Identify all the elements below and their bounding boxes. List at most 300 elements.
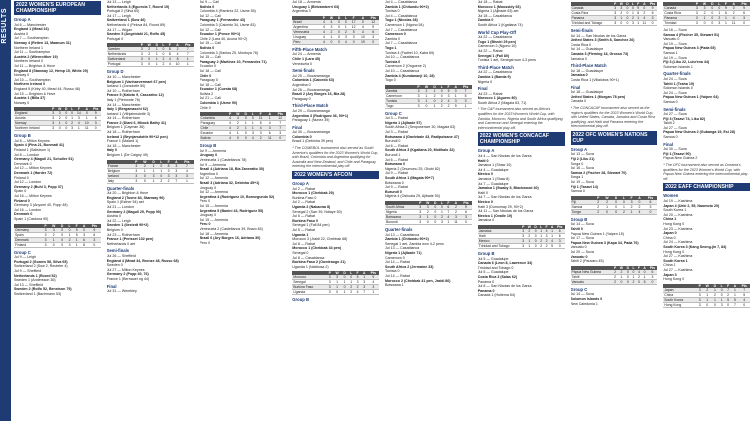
standings-header-cell: P <box>594 196 602 200</box>
stat-cell: 1 <box>700 16 708 21</box>
stat-cell: 6 <box>367 29 379 34</box>
stat-cell: 2 <box>620 209 628 214</box>
stat-cell: 19 <box>358 39 367 44</box>
stat-cell: 1 <box>526 238 533 243</box>
stat-cell: 1 <box>445 219 451 224</box>
team-name-cell: Samoa <box>571 204 595 209</box>
stat-cell: 3 <box>333 275 341 280</box>
standings-table <box>571 266 658 285</box>
stat-cell: 3 <box>172 164 180 169</box>
stat-cell: 9 <box>367 24 379 29</box>
match-info-line: Peru 0 <box>199 240 211 245</box>
stat-cell: 3 <box>361 285 368 290</box>
match-result-line: Nigeria 1 (Ajibade 71) <box>385 250 422 255</box>
stat-cell: 1 <box>234 131 243 136</box>
match-info-line: Vanuatu 0 <box>570 245 587 250</box>
stat-cell: 0 <box>145 57 153 62</box>
match-info-line: Costa Rica 1 (Villalobos 90+1) <box>570 77 619 82</box>
group-heading: Final <box>663 141 674 147</box>
stat-cell: 0 <box>88 242 101 247</box>
stat-cell: 0 <box>648 279 658 284</box>
match-result-line: Denmark 1 (Harder 72) <box>14 171 53 176</box>
match-info-line: Sweden 1 (Andersson 36) <box>14 278 56 283</box>
standings-header-cell: P <box>522 224 525 229</box>
stat-cell: 2 <box>145 52 153 57</box>
stat-cell: 0 <box>63 116 69 121</box>
stat-cell: 3 <box>52 126 55 131</box>
team-name-cell: Fiji <box>571 200 595 205</box>
team-name-cell: Tunisia <box>385 98 415 103</box>
stat-cell: 6 <box>738 11 750 16</box>
team-name-cell: Denmark <box>14 237 42 242</box>
stat-cell: 2 <box>327 29 335 34</box>
stat-cell: 3 <box>326 285 333 290</box>
stat-cell: 2 <box>628 204 636 209</box>
match-result-line: Canada 3 (Fleming 18, Grosso 73) <box>570 51 629 56</box>
match-info-line: Jul 18 — Rabat <box>477 0 503 4</box>
stat-cell: 12 <box>274 116 286 121</box>
stat-cell: 4 <box>358 29 367 34</box>
stat-cell: 3 <box>75 116 83 121</box>
match-info-line: Jul 14 — Rotherham <box>106 116 140 121</box>
match-result-line: Austria 2 (Wienroither 19) <box>14 54 58 59</box>
standings-header-cell: D <box>626 265 630 270</box>
team-name-cell: Haiti <box>478 233 521 238</box>
stat-cell: 3 <box>700 6 708 11</box>
group-heading: Group C <box>385 110 402 116</box>
standings-header-cell: W <box>49 224 58 228</box>
standings-header-cell: L <box>158 160 165 164</box>
match-result-line: Samoa 4 (Fischer 35, Stewart 51) <box>663 32 720 37</box>
standings-header-cell: W <box>619 265 623 270</box>
match-info-line: Nigeria 4 (Oshoala 29, Ajibade 50) <box>385 194 440 199</box>
match-info-line: Jul 14 — Rabat <box>385 273 410 278</box>
match-info-line: Belgium 1 (De Caigny 49) <box>106 153 148 158</box>
team-name-cell: Peru <box>292 39 320 44</box>
stat-cell: 1 <box>628 209 636 214</box>
tournament-header: 2022 WOMEN'S EUROPEAN CHAMPIONSHIP <box>14 1 101 15</box>
match-result-line: Chile 1 (Lara 45) <box>292 56 321 61</box>
match-result-line: Mexico 1 (Ovalle 19) <box>477 213 513 218</box>
match-result-line: Argentina 3 (Rodriguez 36, 90+1) <box>292 113 349 118</box>
stat-cell: 2 <box>348 290 354 295</box>
match-info-line: Portugal 2 (Silva 60) <box>106 9 140 14</box>
standings-row <box>107 62 194 67</box>
match-result-line: Denmark 0 <box>14 212 33 217</box>
standings-header-cell: D <box>626 2 629 6</box>
standings-table <box>663 2 750 26</box>
stat-cell: 1 <box>343 24 349 29</box>
standings-header-cell: A <box>729 2 738 6</box>
standings-header-cell: A <box>83 107 91 111</box>
standings-row <box>571 209 658 214</box>
standings-header-cell: P <box>52 107 55 112</box>
team-name-cell: Venezuela <box>292 29 320 34</box>
match-result-line: Colombia 0 <box>292 134 312 139</box>
stat-cell: 2 <box>545 243 548 248</box>
match-result-line: England 8 (Stanway 12, Hemp 15, White 29) <box>14 68 88 73</box>
stat-cell: 4 <box>321 20 328 25</box>
team-name-cell: Burkina Faso <box>292 285 326 290</box>
stat-cell: 3 <box>327 24 335 29</box>
standings-header-cell: D <box>534 224 537 229</box>
match-info-line: Jul 13 — Sheffield <box>14 282 44 287</box>
match-info-line: Jul 23 — Rotherham <box>106 232 140 237</box>
standings-table <box>385 201 472 225</box>
stat-cell: 9 <box>452 103 459 108</box>
match-info-line: Northern Ireland 1 <box>14 45 43 50</box>
standings-row <box>200 136 287 141</box>
match-info-line: Tunisia 1 aet, Senegal won 4-3 pens <box>477 58 536 63</box>
match-result-line: Burkina Faso 0 <box>292 218 319 223</box>
stat-cell: 1 <box>182 62 193 67</box>
standings-header-cell: Pts <box>274 112 286 116</box>
stat-cell: 4 <box>227 116 234 121</box>
stat-cell: 3 <box>42 242 49 247</box>
match-info-line: Jul 22 — Casablanca <box>477 70 512 75</box>
standings-table <box>107 43 194 67</box>
match-info-line: Jul 22 — Leigh <box>106 218 131 223</box>
stat-cell: 0 <box>58 232 66 237</box>
team-name-cell: Norway <box>14 121 50 126</box>
match-info-line: Jul 8 — Rabat <box>292 241 316 246</box>
stat-cell: 3 <box>618 6 625 11</box>
match-result-line: Burkina Faso 2 (Ouedraogo 21) <box>292 260 346 265</box>
standings-row <box>292 39 379 44</box>
stat-cell: 0 <box>452 89 459 94</box>
stat-cell: 0 <box>431 98 438 103</box>
standings-header-cell: W <box>424 201 432 205</box>
stat-cell: 3 <box>522 233 525 238</box>
match-info-line: Jul 13 — Suva <box>570 152 594 157</box>
match-info-line: Samoa 0 <box>570 189 585 194</box>
match-info-line: Venezuela 2 (Castellanos 39, Bravo 84) <box>199 226 263 231</box>
stat-cell: 3 <box>452 98 459 103</box>
match-result-line: Chile 0 <box>199 73 212 78</box>
standings-header-cell: P <box>42 224 49 228</box>
stat-cell: 0 <box>635 200 643 205</box>
stat-cell: 2 <box>424 209 432 214</box>
match-info-line: Jul 18 — Guadalupe <box>570 68 604 73</box>
stat-cell: 3 <box>172 168 180 173</box>
match-result-line: Uganda 1 <box>292 232 309 237</box>
stat-cell: 3 <box>132 164 140 169</box>
stat-cell: 3 <box>555 238 565 243</box>
stat-cell: 0 <box>711 302 718 307</box>
stat-cell: 1 <box>333 285 341 290</box>
stat-cell: 4 <box>256 126 265 131</box>
match-info-line: Tonga 0 <box>570 161 584 166</box>
stat-cell: 1 <box>153 57 160 62</box>
stat-cell: 0 <box>432 214 439 219</box>
match-info-line: Panama 0 <box>477 279 495 284</box>
team-name-cell: Burundi <box>385 219 417 224</box>
group-heading: Semi-finals <box>663 106 686 112</box>
stat-cell: 0 <box>648 21 657 26</box>
stat-cell: 1 <box>83 116 91 121</box>
match-info-line: Jul 14 — Rabat <box>385 260 410 265</box>
group-heading: Semi-finals <box>106 248 130 254</box>
match-result-line: Morocco 1 (Chebbak 29) <box>292 191 334 196</box>
match-result-line: Japan 4 (Ueki 2, 55, Naomoto 20) <box>663 203 720 208</box>
match-info-line: Samoa 1 <box>663 50 678 55</box>
team-name-cell: Senegal <box>292 280 326 285</box>
stat-cell: 5 <box>354 275 360 280</box>
stat-cell: 3 <box>452 214 461 219</box>
stat-cell: 0 <box>242 116 249 121</box>
standings-row <box>663 21 750 26</box>
stat-cell: 0 <box>709 11 716 16</box>
stat-cell: 1 <box>75 126 83 131</box>
match-info-line: Jul 24 — Suva <box>663 90 687 95</box>
stat-cell: 3 <box>415 103 422 108</box>
stat-cell: 3 <box>91 121 101 126</box>
match-info-line: Jul 16 — Milton Keynes <box>14 194 52 198</box>
group-heading: Quarter-finals <box>106 185 135 191</box>
stat-cell: 8 <box>167 47 173 52</box>
stat-cell: 3 <box>718 302 724 307</box>
match-info-line: Jul 5 — Rabat <box>292 214 316 219</box>
match-result-line: Brazil 2 (Ary Borges 16, Bia 28) <box>292 92 346 97</box>
stat-cell: 0 <box>432 205 439 210</box>
stat-cell: 1 <box>431 89 438 94</box>
match-info-line: Cameroon 1 (Ngono 54) <box>385 22 424 27</box>
standings-row <box>571 279 658 284</box>
standings-header-cell: L <box>160 43 166 47</box>
match-result-line: Jamaica 1 (Swaby 5, Blackwood 40) <box>477 186 539 191</box>
stat-cell: 2 <box>234 126 243 131</box>
match-result-line: England 1 (Mead 16) <box>14 27 49 32</box>
stat-cell: 2 <box>594 204 602 209</box>
stat-cell: 11 <box>256 116 265 121</box>
standings-header-cell: A <box>173 43 182 47</box>
team-name-cell: Argentina <box>292 24 320 29</box>
match-info-line: Jul 14 — Manchester <box>106 102 141 107</box>
stat-cell: 3 <box>417 209 424 214</box>
standings-table <box>14 224 101 248</box>
stat-cell: 7 <box>725 288 731 293</box>
stat-cell: 3 <box>354 280 360 285</box>
standings-header-cell: W <box>234 112 243 116</box>
group-heading: Group B <box>14 133 31 139</box>
standings-header-cell: L <box>438 85 445 89</box>
stat-cell: 0 <box>738 21 750 26</box>
match-info-line: Argentina 0 <box>199 171 218 176</box>
stat-cell: 2 <box>540 238 543 243</box>
match-info-line: Jul 2 — Rabat <box>292 200 316 205</box>
stat-cell: 0 <box>716 6 723 11</box>
stat-cell: 1 <box>452 93 459 98</box>
stat-cell: 1 <box>422 98 431 103</box>
stat-cell: 1 <box>711 288 718 293</box>
stat-cell: 3 <box>165 173 172 178</box>
match-info-line: Jul 4 — Guadalupe <box>477 167 509 172</box>
match-result-line: Iceland 1 (Brynjarsdottir 90+12 pen) <box>106 134 168 139</box>
stat-cell: 5 <box>73 232 80 237</box>
match-info-line: Tonga 1 <box>570 175 584 180</box>
stat-cell: 2 <box>438 103 445 108</box>
match-info-line: Samoa 0 <box>663 135 678 140</box>
stat-cell: 0 <box>341 285 348 290</box>
team-name-cell: Austria <box>14 116 50 121</box>
stat-cell: 2 <box>594 209 602 214</box>
stat-cell: 0 <box>625 274 631 279</box>
match-result-line: Zambia 0 <box>477 18 494 23</box>
stat-cell: 4 <box>327 20 335 25</box>
match-result-line: China 1 <box>663 217 677 222</box>
stat-cell: 2 <box>545 238 548 243</box>
match-result-line: Paraguay 2 (Martinez 10, Fernandez 71) <box>199 59 267 64</box>
stat-cell: 2 <box>594 200 602 205</box>
stat-cell: 0 <box>234 136 243 141</box>
standings-header-cell: F <box>545 224 548 229</box>
stat-cell: 3 <box>274 131 286 136</box>
match-info-line: Jul 10 — Rotherham <box>106 88 140 93</box>
stat-cell: 3 <box>49 228 58 233</box>
team-name-cell: Japan <box>663 288 696 293</box>
match-result-line: Switzerland 1 (Sow 46) <box>106 18 146 23</box>
stat-cell: 0 <box>58 237 66 242</box>
stat-cell: 2 <box>540 243 543 248</box>
team-name-cell: South Africa <box>385 205 417 210</box>
stat-cell: 3 <box>545 233 548 238</box>
stat-cell: 8 <box>167 52 173 57</box>
standings-header-cell: A <box>641 2 648 6</box>
stat-cell: 4 <box>227 121 234 126</box>
match-info-line: Spain 1 (Esther 54) aet <box>106 200 144 205</box>
stat-cell: 6 <box>648 11 657 16</box>
match-info-line: Jul 15 — Armenia <box>199 203 228 208</box>
match-info-line: Vanuatu 0 <box>663 37 680 42</box>
match-result-line: Paraguay 1 (Fernandez 43) <box>199 18 246 23</box>
stat-cell: 2 <box>614 279 617 284</box>
match-info-line: Morocco 3 (Jraidi 22, Chebbak 68) <box>292 237 348 242</box>
stat-cell: 1 <box>723 21 730 26</box>
stat-cell: 0 <box>336 29 343 34</box>
stat-cell: 9 <box>91 111 101 116</box>
stat-cell: 2 <box>526 229 533 234</box>
stat-cell: 1 <box>731 292 738 297</box>
standings-header-cell: L <box>249 112 256 116</box>
match-info-line: France 1 (Malard 1) <box>106 139 139 144</box>
standings-header-cell: Pts <box>644 196 658 200</box>
stat-cell: 4 <box>167 57 173 62</box>
stat-cell: 8 <box>173 57 182 62</box>
stat-cell: 1 <box>431 103 438 108</box>
match-info-line: Jul 18 — Manchester <box>106 143 141 148</box>
standings-header-cell: Pts <box>648 266 658 270</box>
match-info-line: Chile 0 <box>199 105 211 110</box>
standings-header-cell: D <box>65 107 68 112</box>
standings-header-cell: F <box>628 196 636 200</box>
stat-cell: 0 <box>140 178 149 183</box>
match-info-line: Jul 15 — Armenia <box>199 217 228 222</box>
match-info-line: Netherlands 0 aet <box>106 241 136 246</box>
standings-table <box>663 284 750 308</box>
match-info-line: Jamaica 1 (Shaw 8) <box>477 177 510 181</box>
team-name-cell: Tonga <box>571 209 595 214</box>
match-info-line: Jul 31 — Wembley <box>106 289 137 294</box>
match-result-line: United States 3 (Smith 8, Sanchez 26) <box>570 38 635 43</box>
stat-cell: 0 <box>626 6 629 10</box>
match-result-line: Bolivia 0 <box>199 45 215 50</box>
match-result-line: Argentina 5 (Banini 43, Rodriguez 55) <box>199 208 264 213</box>
stat-cell: 0 <box>438 93 445 98</box>
stat-cell: 0 <box>637 279 640 284</box>
match-info-line: Jul 19 — Suva <box>663 41 687 46</box>
standings-row <box>292 290 379 295</box>
stat-cell: 3 <box>631 21 634 25</box>
stat-cell: 2 <box>526 233 533 238</box>
stat-cell: 3 <box>71 126 74 131</box>
stat-cell: 1 <box>73 242 80 247</box>
match-info-line: Jul 5 — Guadalupe <box>477 256 509 261</box>
match-info-line: Jul 19 — Suva <box>663 55 687 60</box>
match-info-line: Jul 9 — Cali <box>199 0 219 4</box>
standings-header-cell: F <box>75 107 83 111</box>
stat-cell: 9 <box>88 228 101 233</box>
match-info-line: Jul 15 — Brighton & Hove <box>14 91 56 96</box>
match-result-line: Germany 4 (Magull 21, Schuller 51) <box>14 157 74 162</box>
stat-cell: 1 <box>526 243 533 248</box>
match-info-line: Jul 14 — Suva <box>570 292 594 297</box>
stat-cell: 2 <box>711 292 718 297</box>
stat-cell: 1 <box>150 178 158 183</box>
stat-cell: 3 <box>696 292 703 297</box>
match-info-line: Botswana 0 <box>385 180 404 185</box>
match-result-line: Fiji 3 (Tasavi 74, Liku 82) <box>663 116 706 121</box>
stat-cell: 5 <box>731 297 738 302</box>
match-info-line: Jul 7 — Casablanca <box>385 27 418 32</box>
match-info-line: Jul 12 — Milton Keynes <box>14 166 52 171</box>
stat-cell: 2 <box>445 103 452 108</box>
stat-cell: 3 <box>326 280 333 285</box>
stat-cell: 3 <box>326 290 333 295</box>
stat-cell: 1 <box>348 280 354 285</box>
stat-cell: 1 <box>158 168 165 173</box>
match-info-line: Togo 0 <box>385 78 396 83</box>
match-result-line: Costa Rica 3 (Salas 62) <box>477 274 518 279</box>
stat-cell: 7 <box>182 47 193 52</box>
match-info-line: Jul 10 — Manchester <box>106 74 141 79</box>
stat-cell: 3 <box>265 126 274 131</box>
match-info-line: Jul 5 — Guadalupe <box>477 270 509 275</box>
match-info-line: Jul 18 — Guadalupe <box>570 90 604 95</box>
stat-cell: 1 <box>716 11 723 16</box>
team-name-cell: Iceland <box>107 173 133 178</box>
standings-row <box>571 21 658 26</box>
stat-cell: 1 <box>632 274 635 279</box>
stat-cell: 4 <box>343 39 349 44</box>
stat-cell: 3 <box>696 297 703 302</box>
stat-cell: 3 <box>417 214 424 219</box>
stat-cell: 0 <box>718 288 724 293</box>
stat-cell: 0 <box>160 52 166 57</box>
stat-cell: 2 <box>716 16 723 21</box>
match-info-line: Switzerland 1 (Bachmann 53) <box>14 291 62 296</box>
match-info-line: Jul 30 — Bucaramanga <box>292 130 330 135</box>
stat-cell: 3 <box>415 89 422 94</box>
tournament-header: 2022 WOMEN'S CONCACAF CHAMPIONSHIP <box>478 132 565 146</box>
standings-header-cell: L <box>631 2 634 6</box>
stat-cell: 0 <box>158 173 165 178</box>
match-result-line: Italy 1 (Bergamaschi 62) <box>106 107 148 112</box>
qualification-note: * The CAF tournament also served as Africa's qualifiers for the 2023 Women's World Cup, with Zambia, Morocco, Nigeria and South Africa qualifying, and Cameroon and Senegal entering the intercontinental play-off. <box>477 107 564 130</box>
stat-cell: 1 <box>723 16 730 21</box>
stat-cell: 4 <box>321 34 328 39</box>
stat-cell: 0 <box>729 6 738 11</box>
group-heading: Group C <box>570 286 588 292</box>
